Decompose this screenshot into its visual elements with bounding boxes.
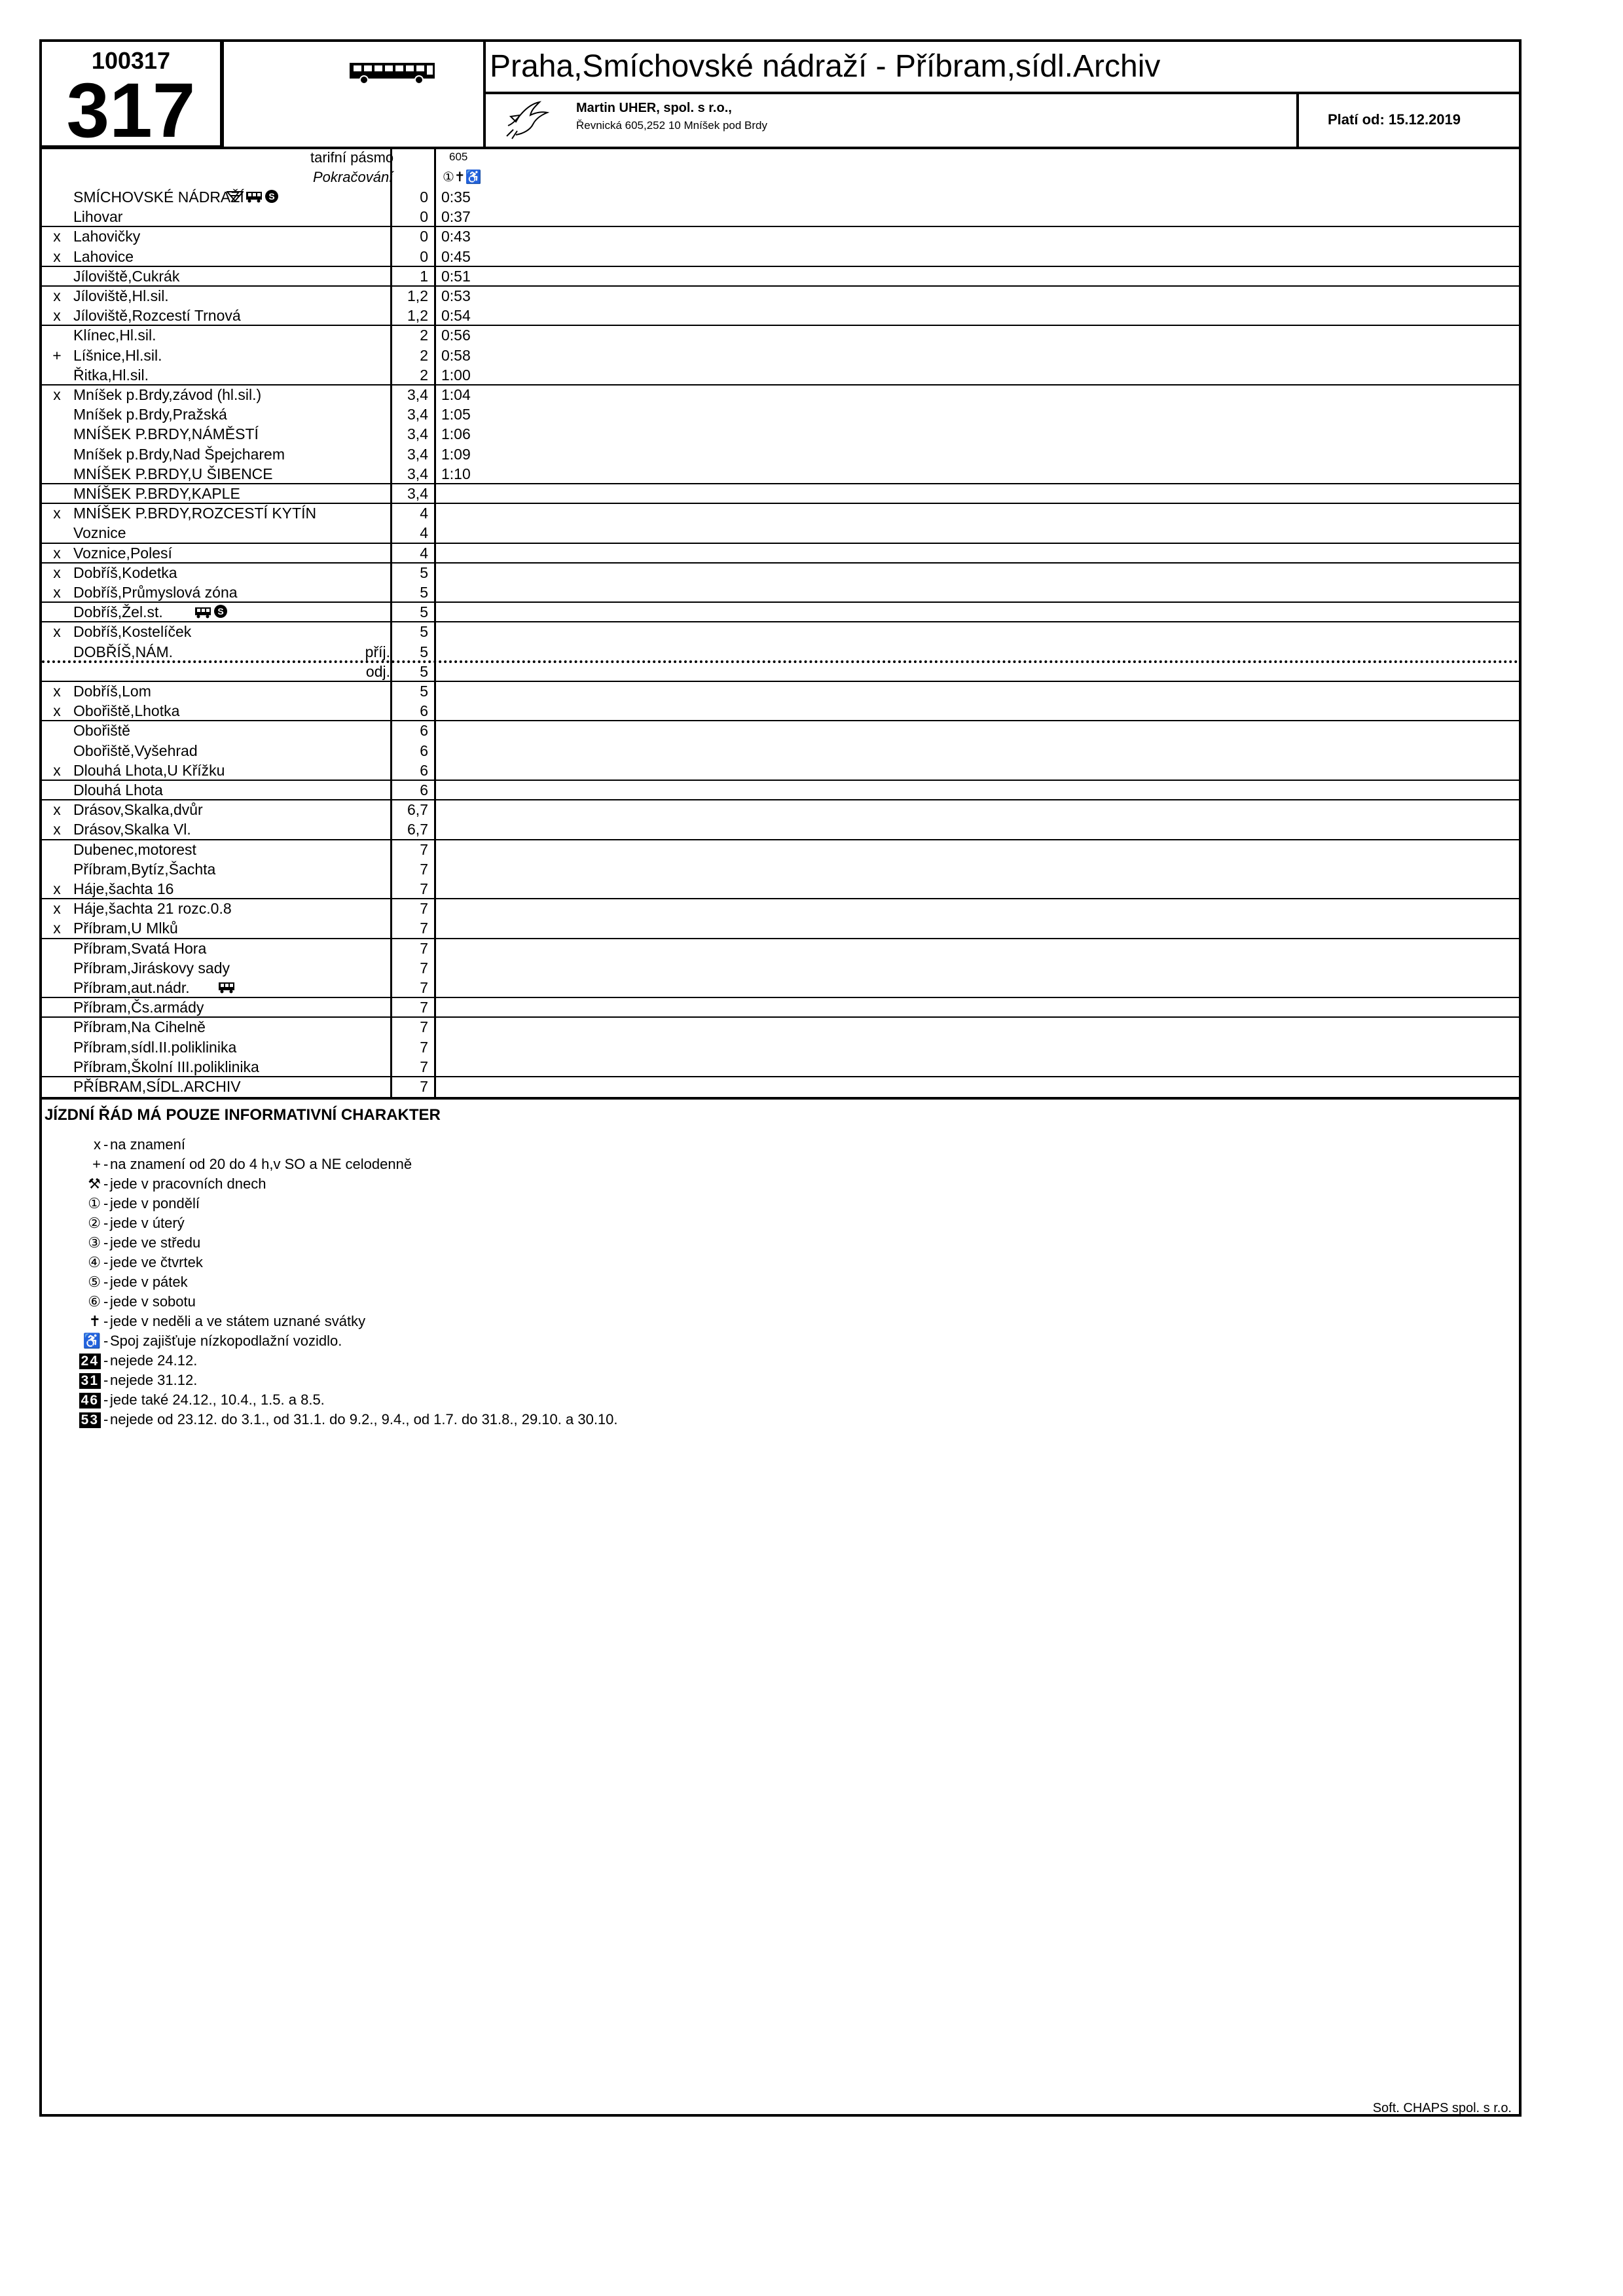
stop-name: Dubenec,motorest bbox=[73, 840, 196, 858]
legend-dash: - bbox=[103, 1333, 109, 1349]
table-row bbox=[42, 226, 1519, 246]
row-separator bbox=[42, 1016, 1519, 1018]
table-row bbox=[42, 741, 1519, 761]
stop-time: 0:58 bbox=[441, 346, 471, 364]
legend-dash: - bbox=[103, 1372, 109, 1388]
row-separator bbox=[42, 384, 1519, 386]
table-row bbox=[42, 978, 1519, 997]
bus-station-icon bbox=[218, 980, 235, 997]
stop-icons bbox=[194, 603, 230, 622]
row-separator bbox=[42, 562, 1519, 564]
stop-mark: x bbox=[53, 584, 61, 601]
table-row bbox=[42, 602, 1519, 622]
table-row bbox=[42, 1057, 1519, 1077]
stop-zone: 7 bbox=[420, 1058, 428, 1075]
table-row bbox=[42, 721, 1519, 740]
stop-mark: x bbox=[53, 821, 61, 838]
table-row bbox=[42, 523, 1519, 543]
stop-name: Dobříš,Průmyslová zóna bbox=[73, 584, 238, 601]
metro-icon bbox=[213, 604, 228, 622]
stop-zone: 5 bbox=[420, 662, 428, 680]
stop-zone: 7 bbox=[420, 959, 428, 977]
stop-zone: 7 bbox=[420, 999, 428, 1016]
stop-mark: x bbox=[53, 247, 61, 265]
table-row bbox=[42, 939, 1519, 958]
table-row bbox=[42, 247, 1519, 266]
table-row bbox=[42, 207, 1519, 226]
legend-text: jede také 24.12., 10.4., 1.5. a 8.5. bbox=[110, 1391, 325, 1408]
row-separator bbox=[42, 226, 1519, 227]
row-separator bbox=[42, 621, 1519, 622]
table-row bbox=[42, 899, 1519, 918]
stop-time: 1:05 bbox=[441, 406, 471, 423]
legend-symbol: ♿ bbox=[82, 1333, 101, 1349]
legend-symbol: + bbox=[92, 1156, 101, 1172]
legend-text: jede v úterý bbox=[110, 1215, 185, 1231]
table-row bbox=[42, 1037, 1519, 1057]
legend-dash: - bbox=[103, 1156, 109, 1172]
stop-mark: x bbox=[53, 228, 61, 245]
legend-dash: - bbox=[103, 1195, 109, 1211]
route-title: Praha,Smíchovské nádraží - Příbram,sídl.Archiv bbox=[490, 49, 1161, 84]
table-row bbox=[42, 424, 1519, 444]
legend-text: jede v neděli a ve státem uznané svátky bbox=[110, 1313, 366, 1329]
stop-mark: x bbox=[53, 920, 61, 937]
stop-icons bbox=[218, 979, 237, 997]
table-row bbox=[42, 918, 1519, 938]
stop-name: MNÍŠEK P.BRDY,NÁMĚSTÍ bbox=[73, 425, 259, 443]
legend-text: na znamení bbox=[110, 1136, 185, 1153]
bus-station-icon bbox=[246, 189, 263, 207]
legend-dash: - bbox=[103, 1234, 109, 1251]
stop-name: Dobříš,Kodetka bbox=[73, 564, 177, 581]
stop-name: Mníšek p.Brdy,závod (hl.sil.) bbox=[73, 386, 262, 403]
stop-zone: 2 bbox=[420, 366, 428, 384]
zone-label: tarifní pásmo bbox=[310, 149, 394, 166]
stop-name: Jíloviště,Cukrák bbox=[73, 267, 180, 285]
stop-zone: 5 bbox=[420, 683, 428, 700]
legend-dash: - bbox=[103, 1313, 109, 1329]
stop-name: Lahovičky bbox=[73, 228, 141, 245]
stop-mark: x bbox=[53, 564, 61, 581]
stop-time: 0:51 bbox=[441, 267, 471, 285]
stop-name: Příbram,Jiráskovy sady bbox=[73, 959, 230, 977]
stop-mark: x bbox=[53, 505, 61, 522]
header-divider bbox=[483, 39, 486, 149]
legend-text: jede v pracovních dnech bbox=[110, 1175, 266, 1192]
row-separator bbox=[42, 720, 1519, 721]
stop-zone: 7 bbox=[420, 920, 428, 937]
stop-name: DOBŘÍŠ,NÁM. bbox=[73, 643, 173, 660]
stop-name: Dobříš,Kostelíček bbox=[73, 623, 192, 641]
stop-zone: 6 bbox=[420, 742, 428, 759]
stop-mark: x bbox=[53, 702, 61, 720]
stop-zone: 7 bbox=[420, 900, 428, 918]
table-row bbox=[42, 464, 1519, 484]
table-row bbox=[42, 365, 1519, 385]
legend-text: jede v pondělí bbox=[110, 1195, 200, 1211]
stop-mark: x bbox=[53, 683, 61, 700]
legend-symbol bbox=[60, 1352, 101, 1369]
stop-zone: 0 bbox=[420, 247, 428, 265]
stop-name: Klínec,Hl.sil. bbox=[73, 327, 156, 344]
stop-zone: 3,4 bbox=[407, 406, 428, 423]
table-row bbox=[42, 701, 1519, 721]
stop-time: 0:35 bbox=[441, 188, 471, 206]
stop-mark: + bbox=[52, 346, 62, 364]
stop-name: Dlouhá Lhota bbox=[73, 781, 163, 798]
legend-text: nejede od 23.12. do 3.1., od 31.1. do 9.2., 9.4., od 1.7. do 31.8., 29.10. a 30.10. bbox=[110, 1411, 618, 1427]
stop-time: 1:00 bbox=[441, 366, 471, 384]
legend-text: jede v pátek bbox=[110, 1274, 188, 1290]
table-row bbox=[42, 840, 1519, 859]
legend-text: jede v sobotu bbox=[110, 1293, 196, 1310]
valid-from: Platí od: 15.12.2019 bbox=[1328, 111, 1461, 128]
table-row bbox=[42, 780, 1519, 800]
table-row bbox=[42, 879, 1519, 899]
row-separator bbox=[42, 483, 1519, 484]
stop-zone: 5 bbox=[420, 623, 428, 641]
stop-name: Mníšek p.Brdy,Pražská bbox=[73, 406, 227, 423]
legend-dash: - bbox=[103, 1254, 109, 1270]
row-separator bbox=[42, 780, 1519, 781]
stop-name: Lihovar bbox=[73, 208, 123, 226]
legend-symbol bbox=[60, 1372, 101, 1389]
row-separator bbox=[42, 503, 1519, 504]
trip-number: 605 bbox=[449, 151, 468, 163]
stop-mark: x bbox=[53, 287, 61, 304]
row-separator bbox=[42, 839, 1519, 840]
table-row bbox=[42, 543, 1519, 563]
stop-time: 0:53 bbox=[441, 287, 471, 304]
stop-time: 0:37 bbox=[441, 208, 471, 226]
legend-symbol bbox=[60, 1411, 101, 1428]
line-number: 317 bbox=[66, 67, 196, 154]
table-row bbox=[42, 662, 1519, 681]
table-row bbox=[42, 503, 1519, 523]
legend-symbol: ① bbox=[88, 1195, 101, 1211]
stop-name: MNÍŠEK P.BRDY,U ŠIBENCE bbox=[73, 465, 273, 482]
table-row bbox=[42, 484, 1519, 503]
legend-text: jede ve čtvrtek bbox=[110, 1254, 203, 1270]
stop-zone: 2 bbox=[420, 327, 428, 344]
stop-name: SMÍCHOVSKÉ NÁDRAŽÍ bbox=[73, 188, 244, 206]
stop-name: Dlouhá Lhota,U Křížku bbox=[73, 761, 225, 779]
stop-zone: 3,4 bbox=[407, 465, 428, 482]
dotted-separator bbox=[42, 660, 1519, 663]
stop-zone: 5 bbox=[420, 643, 428, 660]
stop-mark: x bbox=[53, 880, 61, 897]
table-row bbox=[42, 563, 1519, 583]
stop-zone: 3,4 bbox=[407, 485, 428, 502]
stop-time: 1:09 bbox=[441, 445, 471, 463]
stop-name: Voznice bbox=[73, 524, 126, 542]
stop-name: Háje,šachta 16 bbox=[73, 880, 174, 897]
legend-dash: - bbox=[103, 1391, 109, 1408]
table-row bbox=[42, 800, 1519, 819]
stop-zone: 4 bbox=[420, 544, 428, 562]
stop-zone: 4 bbox=[420, 524, 428, 542]
stop-name: Dobříš,Lom bbox=[73, 683, 151, 700]
stop-name: Příbram,Čs.armády bbox=[73, 999, 204, 1016]
stop-mark: x bbox=[53, 386, 61, 403]
legend-symbol: ④ bbox=[88, 1254, 101, 1270]
stop-zone: 1,2 bbox=[407, 307, 428, 325]
legend-dash: - bbox=[103, 1293, 109, 1310]
table-row bbox=[42, 266, 1519, 286]
line-code: 100317 bbox=[91, 47, 171, 74]
row-separator bbox=[42, 997, 1519, 998]
row-separator bbox=[42, 938, 1519, 939]
legend-text: nejede 31.12. bbox=[110, 1372, 198, 1388]
stop-zone: 7 bbox=[420, 880, 428, 897]
legend-dash: - bbox=[103, 1411, 109, 1427]
table-row bbox=[42, 444, 1519, 464]
stop-time: 0:43 bbox=[441, 228, 471, 245]
stop-name: PŘÍBRAM,SÍDL.ARCHIV bbox=[73, 1078, 241, 1095]
stop-zone: 6,7 bbox=[407, 821, 428, 838]
table-row bbox=[42, 404, 1519, 424]
legend-code-box: 31 bbox=[79, 1373, 101, 1389]
stop-zone: 7 bbox=[420, 979, 428, 996]
stop-time: 0:45 bbox=[441, 247, 471, 265]
row-separator bbox=[42, 799, 1519, 800]
stop-mark: x bbox=[53, 623, 61, 641]
table-row bbox=[42, 642, 1519, 662]
stop-name: Obořiště,Vyšehrad bbox=[73, 742, 198, 759]
stop-name: Drásov,Skalka Vl. bbox=[73, 821, 191, 838]
legend-symbol: ⚒ bbox=[88, 1175, 101, 1192]
table-row bbox=[42, 859, 1519, 879]
stop-name: Drásov,Skalka,dvůr bbox=[73, 801, 203, 819]
row-separator bbox=[42, 601, 1519, 603]
stop-time: 1:04 bbox=[441, 386, 471, 403]
stop-zone: 7 bbox=[420, 860, 428, 878]
stop-name: Příbram,Bytíz,Šachta bbox=[73, 860, 216, 878]
legend-code-box: 53 bbox=[79, 1412, 101, 1428]
stop-zone: 7 bbox=[420, 1038, 428, 1056]
stop-zone: 6 bbox=[420, 702, 428, 720]
stop-time: 1:10 bbox=[441, 465, 471, 482]
time-column-line bbox=[434, 149, 436, 1098]
stop-name: MNÍŠEK P.BRDY,ROZCESTÍ KYTÍN bbox=[73, 505, 317, 522]
stop-mark: x bbox=[53, 307, 61, 325]
stop-mark: x bbox=[53, 900, 61, 918]
table-row bbox=[42, 286, 1519, 306]
table-row bbox=[42, 346, 1519, 365]
stop-icons bbox=[227, 188, 281, 207]
stop-name: Jíloviště,Rozcestí Trnová bbox=[73, 307, 241, 325]
legend-dash: - bbox=[103, 1136, 109, 1153]
stop-zone: 0 bbox=[420, 228, 428, 245]
stop-zone: 6 bbox=[420, 781, 428, 798]
stop-name: Mníšek p.Brdy,Nad Špejcharem bbox=[73, 445, 285, 463]
stop-name: Příbram,Na Cihelně bbox=[73, 1018, 206, 1036]
stop-name: Příbram,sídl.II.poliklinika bbox=[73, 1038, 237, 1056]
stop-name: MNÍŠEK P.BRDY,KAPLE bbox=[73, 485, 240, 502]
stop-name: Příbram,aut.nádr. bbox=[73, 979, 190, 996]
continuation-label: Pokračování bbox=[313, 169, 393, 185]
stop-zone: 4 bbox=[420, 505, 428, 522]
table-row bbox=[42, 958, 1519, 978]
notes-divider bbox=[39, 1097, 1522, 1100]
table-row bbox=[42, 997, 1519, 1017]
stop-mark: x bbox=[53, 544, 61, 562]
stop-time: 0:56 bbox=[441, 327, 471, 344]
line-code-box bbox=[39, 39, 224, 154]
svg-text:S: S bbox=[268, 190, 275, 202]
row-separator bbox=[42, 1076, 1519, 1077]
stop-zone: 2 bbox=[420, 346, 428, 364]
legend-text: na znamení od 20 do 4 h,v SO a NE celodenně bbox=[110, 1156, 412, 1172]
table-row bbox=[42, 1077, 1519, 1096]
stop-zone: 1,2 bbox=[407, 287, 428, 304]
stop-name: Příbram,U Mlků bbox=[73, 920, 178, 937]
stop-zone: 7 bbox=[420, 939, 428, 957]
legend-dash: - bbox=[103, 1215, 109, 1231]
row-separator bbox=[42, 681, 1519, 682]
bus-icon bbox=[348, 60, 437, 85]
stop-name: Lahovice bbox=[73, 247, 134, 265]
row-separator bbox=[42, 898, 1519, 899]
row-separator bbox=[42, 285, 1519, 287]
validity-divider bbox=[1296, 92, 1299, 149]
row-separator bbox=[42, 266, 1519, 267]
stop-mark: x bbox=[53, 761, 61, 779]
stop-zone: 6 bbox=[420, 722, 428, 740]
table-row bbox=[42, 306, 1519, 325]
legend-text: jede ve středu bbox=[110, 1234, 201, 1251]
stop-zone: 5 bbox=[420, 603, 428, 621]
title-divider bbox=[483, 92, 1522, 94]
carrier-name: Martin UHER, spol. s r.o., bbox=[576, 101, 732, 115]
train-icon bbox=[227, 189, 244, 207]
stop-name: Voznice,Polesí bbox=[73, 544, 172, 562]
stop-zone: 7 bbox=[420, 1018, 428, 1036]
stop-time: 1:06 bbox=[441, 425, 471, 443]
table-row bbox=[42, 385, 1519, 404]
table-row bbox=[42, 681, 1519, 701]
head-divider bbox=[39, 147, 1522, 149]
stop-zone: 5 bbox=[420, 564, 428, 581]
legend-symbol: ③ bbox=[88, 1234, 101, 1251]
arr-dep-label: odj. bbox=[365, 662, 390, 680]
arr-dep-label: příj. bbox=[365, 643, 390, 660]
legend-code-box: 46 bbox=[79, 1393, 101, 1408]
legend-symbol: ⑥ bbox=[88, 1293, 101, 1310]
stop-zone: 0 bbox=[420, 188, 428, 206]
legend-text: nejede 24.12. bbox=[110, 1352, 198, 1369]
legend-symbol: ② bbox=[88, 1215, 101, 1231]
zone-column-line bbox=[390, 149, 392, 1098]
legend-symbol: x bbox=[94, 1136, 101, 1153]
legend-symbol: ⑤ bbox=[88, 1274, 101, 1290]
row-separator bbox=[42, 325, 1519, 326]
table-row bbox=[42, 819, 1519, 839]
legend-symbol bbox=[60, 1391, 101, 1408]
legend-code-box: 24 bbox=[79, 1354, 101, 1369]
row-separator bbox=[42, 543, 1519, 544]
stop-name: Obořiště bbox=[73, 722, 130, 740]
stop-name: Obořiště,Lhotka bbox=[73, 702, 180, 720]
stop-name: Příbram,Školní III.poliklinika bbox=[73, 1058, 259, 1075]
stop-zone: 6,7 bbox=[407, 801, 428, 819]
software-credit: Soft. CHAPS spol. s r.o. bbox=[1372, 2101, 1512, 2115]
bus-station-icon bbox=[194, 605, 211, 622]
metro-icon bbox=[264, 189, 279, 207]
table-row bbox=[42, 1017, 1519, 1037]
table-row bbox=[42, 761, 1519, 780]
stop-mark: x bbox=[53, 801, 61, 819]
notes-title: JÍZDNÍ ŘÁD MÁ POUZE INFORMATIVNÍ CHARAKTER bbox=[45, 1106, 441, 1124]
stop-zone: 3,4 bbox=[407, 445, 428, 463]
stop-zone: 5 bbox=[420, 584, 428, 601]
trip-codes: ①✝♿ bbox=[443, 170, 482, 185]
table-row bbox=[42, 622, 1519, 641]
legend-dash: - bbox=[103, 1274, 109, 1290]
table-row bbox=[42, 325, 1519, 345]
stop-zone: 7 bbox=[420, 840, 428, 858]
stop-zone: 1 bbox=[420, 267, 428, 285]
stop-zone: 7 bbox=[420, 1078, 428, 1095]
carrier-address: Řevnická 605,252 10 Mníšek pod Brdy bbox=[576, 119, 768, 132]
stop-time: 0:54 bbox=[441, 307, 471, 325]
stop-zone: 3,4 bbox=[407, 425, 428, 443]
table-row bbox=[42, 583, 1519, 602]
stop-name: Dobříš,Žel.st. bbox=[73, 603, 163, 621]
stop-zone: 0 bbox=[420, 208, 428, 226]
stop-name: Háje,šachta 21 rozc.0.8 bbox=[73, 900, 232, 918]
legend-text: Spoj zajišťuje nízkopodlažní vozidlo. bbox=[110, 1333, 342, 1349]
legend-dash: - bbox=[103, 1175, 109, 1192]
table-row bbox=[42, 187, 1519, 207]
legend-dash: - bbox=[103, 1352, 109, 1369]
stop-zone: 6 bbox=[420, 761, 428, 779]
stop-zone: 3,4 bbox=[407, 386, 428, 403]
stop-name: Líšnice,Hl.sil. bbox=[73, 346, 162, 364]
carrier-logo-icon bbox=[504, 97, 551, 140]
stop-name: Příbram,Svatá Hora bbox=[73, 939, 207, 957]
legend-symbol: ✝ bbox=[88, 1313, 101, 1329]
stop-name: Jíloviště,Hl.sil. bbox=[73, 287, 169, 304]
stop-name: Řitka,Hl.sil. bbox=[73, 366, 149, 384]
svg-text:S: S bbox=[217, 606, 224, 617]
